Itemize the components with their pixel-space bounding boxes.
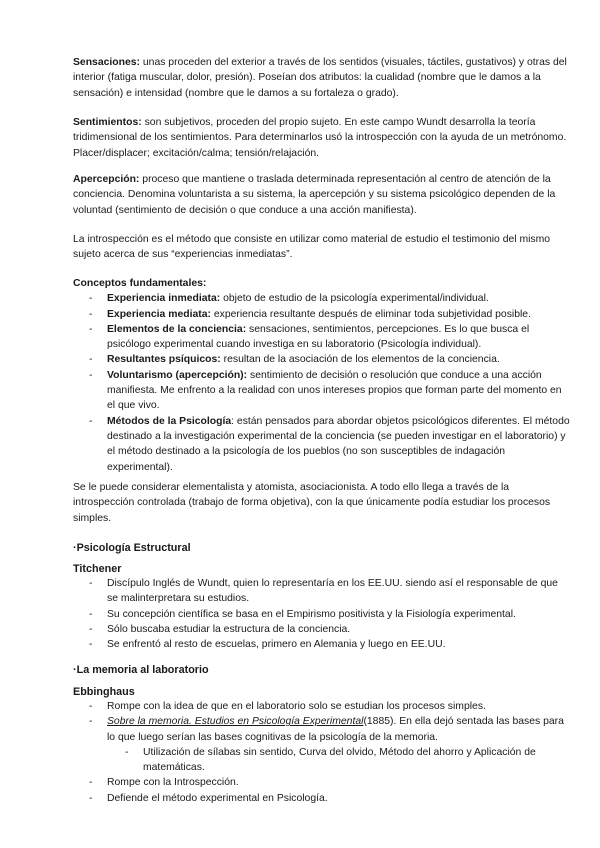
- paragraph-elementalista: [73, 480, 570, 526]
- list-item: - Se enfrentó al resto de escuelas, primero en Alemania y luego en EE.UU.: [73, 637, 570, 652]
- titchener-list: [73, 576, 570, 652]
- list-item: [73, 368, 570, 414]
- paragraph-apercepcion: [73, 172, 570, 218]
- list-item: - Rompe con la Introspección.: [73, 775, 570, 790]
- ebbinghaus-list: [73, 699, 570, 806]
- paragraph-sensaciones: [73, 55, 570, 101]
- list-item: [73, 291, 570, 306]
- text-introspeccion: La introspección es el método que consiste en utilizar como material de estudio el testimonio del mismo sujeto acerca de sus “experiencias inmediatas”.: [73, 234, 551, 261]
- list-item: - Utilización de sílabas sin sentido, Curva del olvido, Método del ahorro y Aplicación de matemáticas.: [107, 745, 570, 776]
- paragraph-sentimientos: [73, 115, 570, 161]
- concept-text: sentimiento de decisión o resolución que conduce a una acción manifiesta. Me enfrento a la realidad con unos intereses propios que forman parte del momento en el que vivo.: [107, 369, 562, 412]
- list-item: [73, 352, 570, 367]
- concept-text: resultan de la asociación de los elementos de la conciencia.: [220, 354, 500, 366]
- list-item: [73, 322, 570, 353]
- book-text: (1885). En ella dejó sentada las bases para lo que luego serían las bases cognitivas de la psicología de la memoria.: [107, 716, 564, 743]
- conceptos-heading: Conceptos fundamentales:: [73, 278, 207, 289]
- concept-text: : están pensados para abordar objetos psicológicos diferentes. El método destinado a la investigación experimental de la conciencia (se pueden investigar en el laboratorio) y el método destinado a la psicología de los pueblos (no son susceptibles de indagación experimental).: [107, 415, 570, 473]
- term-sensaciones: Sensaciones:: [73, 57, 140, 68]
- list-item: - Discípulo Inglés de Wundt, quien lo representaría en los EE.UU. siendo así el responsable de que se malinterpretara su estudios.: [73, 576, 570, 607]
- concept-term: Métodos de la Psicología: [107, 415, 232, 427]
- concept-term: Elementos de la conciencia:: [107, 323, 247, 335]
- list-item: [73, 307, 570, 322]
- list-item: - Rompe con la idea de que en el laboratorio solo se estudian los procesos simples.: [73, 699, 570, 714]
- section-titchener: [73, 576, 570, 652]
- list-item: [73, 714, 570, 775]
- text-sentimientos: son subjetivos, proceden del propio sujeto. En este campo Wundt desarrolla la teoría tridimensional de los sentimientos. Para determinarlos usó la introspección con la ayuda de un metrónomo. Placer/displacer; excitación/calma; tensión/relajación.: [73, 117, 567, 159]
- concept-term: Experiencia mediata:: [107, 308, 211, 320]
- concept-text: sensaciones, sentimientos, percepciones. Es lo que busca el psicólogo experimental cuando investiga en su laboratorio (Psicología individual).: [107, 323, 530, 351]
- text-apercepcion: proceso que mantiene o traslada determinada representación al centro de atención de la conciencia. Denomina voluntarista a su sistema, la apercepción y su sistema psicológico dependen de la voluntad (sentimiento de decisión o que conduce a una acción manifiesta).: [73, 174, 556, 216]
- section-ebbinghaus: [73, 699, 570, 806]
- concept-term: Voluntarismo (apercepción):: [107, 369, 248, 381]
- concept-term: Resultantes psíquicos:: [107, 354, 221, 366]
- list-item: - Su concepción científica se basa en el Empirismo positivista y la Fisiología experimental.: [73, 607, 570, 622]
- term-apercepcion: Apercepción:: [73, 174, 140, 185]
- subheading-ebbinghaus: Ebbinghaus: [73, 686, 135, 698]
- text-elementalista: Se le puede considerar elementalista y atomista, asociacionista. A todo ello llega a través de la introspección controlada (trabajo de forma objetiva), con la que únicamente podía estudiar los procesos simples.: [73, 482, 551, 524]
- list-item: [73, 414, 570, 475]
- concept-text: objeto de estudio de la psicología experimental/individual.: [220, 293, 489, 305]
- section-conceptos: [73, 276, 570, 475]
- conceptos-list: [73, 291, 570, 475]
- heading-memoria: ·La memoria al laboratorio: [73, 664, 209, 676]
- concept-term: Experiencia inmediata:: [107, 293, 221, 305]
- book-title: Sobre la memoria. Estudios en Psicología Experimental: [107, 716, 364, 728]
- text-sensaciones: unas proceden del exterior a través de los sentidos (visuales, táctiles, gustativos) y otras del interior (fatiga muscular, dolor, presión). Poseían dos atributos: la cualidad (nombre que le damos a la sensación) e intensidad (nombre que le damos a su fortaleza o grado).: [73, 57, 567, 99]
- heading-estructural: ·Psicología Estructural: [73, 542, 191, 554]
- paragraph-introspeccion: [73, 232, 570, 263]
- term-sentimientos: Sentimientos:: [73, 117, 142, 128]
- list-item: - Sólo buscaba estudiar la estructura de la conciencia.: [73, 622, 570, 637]
- concept-text: experiencia resultante después de eliminar toda subjetividad posible.: [210, 308, 531, 320]
- ebbinghaus-sublist: [107, 745, 570, 776]
- subheading-titchener: Titchener: [73, 563, 122, 575]
- list-item: - Defiende el método experimental en Psicología.: [73, 791, 570, 806]
